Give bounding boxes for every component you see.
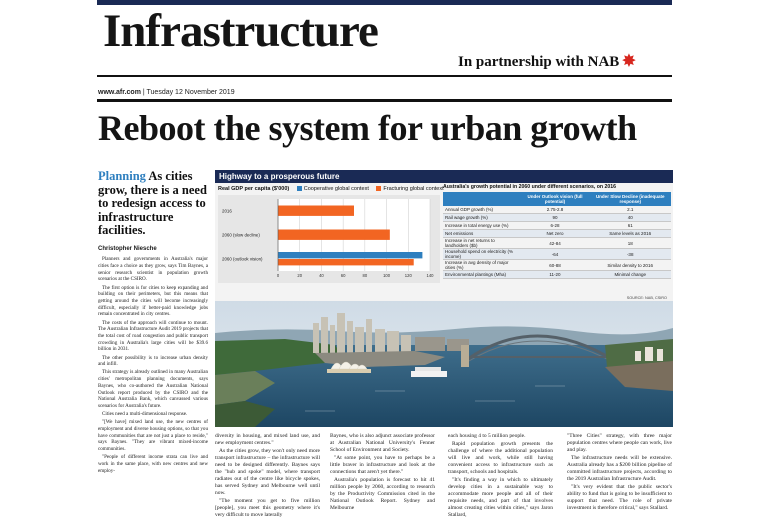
table-row: [443, 214, 671, 222]
lead-paragraph: The first option is for cities to keep expanding and building on their perimeters, but this means that getting around the cities will become increasingly difficult, especially if better-paid knowledge jobs remain concentrated in city centres.: [98, 284, 208, 318]
body-paragraph: "It's very evident that the public sector's ability to fund that is going to be insufficient to support that need. The role of private investment is therefore critical," says Stallard.: [567, 484, 672, 512]
body-column-1: [215, 433, 320, 520]
scenario-table: [443, 192, 671, 279]
body-paragraph: The infrastructure needs will be extensive. Australia already has a $200 billion pipeline of committed infrastructure projects, according to the 2019 Australian Infrastructure Audit.: [567, 455, 672, 482]
chart-title: Real GDP per capita ($'000): [218, 186, 290, 192]
body-paragraph: Baynes, who is also adjunct associate professor at Australian National University's Fenner School of Environment and Society.: [330, 433, 435, 453]
table-cell: 60-88: [521, 260, 590, 271]
x-tick-label: 40: [319, 273, 324, 278]
bar-fracturing: [278, 259, 414, 265]
body-column-3: [448, 433, 553, 520]
harbour-photo-svg: [215, 301, 673, 427]
table-cell: -38: [589, 249, 671, 260]
masthead-title: Infrastructure: [103, 5, 378, 57]
table-cell: Increase in avg density of major cities (%): [443, 260, 521, 271]
table-header-cell: Under Outlook vision (full potential): [521, 192, 590, 206]
bar-cooperative: [278, 252, 422, 258]
bar-fracturing: [278, 206, 354, 216]
byline: Christopher Niesche: [98, 245, 157, 252]
headline-rule: [97, 99, 672, 102]
bar-fracturing: [278, 230, 390, 240]
table-cell: 2.1: [589, 206, 671, 214]
table-header-cell: Under Slow Decline (inadequate response): [589, 192, 671, 206]
x-tick-label: 60: [340, 273, 346, 278]
table-cell: Environmental plantings (Mha): [443, 271, 521, 279]
table-cell: 61: [589, 222, 671, 230]
nab-star-icon: ✸: [622, 53, 636, 70]
legend-label: Cooperative global context: [303, 186, 369, 192]
table-cell: Household spend on electricity (% income): [443, 249, 521, 260]
body-paragraph: Australia's population is forecast to hit 41 million people by 2060, according to research by the Productivity Commission cited in the National Outlook Report. Sydney and Melbourne: [330, 477, 435, 512]
table-cell: Rail wage growth (%): [443, 214, 521, 222]
table-cell: Annual GDP growth (%): [443, 206, 521, 214]
table-header-row: [443, 192, 671, 206]
source-note: SOURCE: NAB, CSIRO: [626, 296, 667, 300]
x-tick-label: 140: [426, 273, 434, 278]
x-tick-label: 100: [383, 273, 391, 278]
x-tick-label: 120: [404, 273, 412, 278]
legend-swatch-orange: [376, 186, 381, 191]
table-cell: 90: [521, 214, 590, 222]
lead-paragraph: "[We have] mixed land use, the new centres of employment and diverse housing options, so that you have communities that are not just a place to reside," says Baynes. "They are vibrant mixed-income communities.: [98, 419, 208, 453]
table-cell: Increase in net returns to landholders ($b): [443, 238, 521, 249]
table-cell: 42-84: [521, 238, 590, 249]
dateline: www.afr.com | Tuesday 12 November 2019: [98, 89, 235, 96]
scenario-table-title: Australia's growth potential in 2060 under different scenarios, on 2016: [443, 184, 617, 190]
lead-paragraph: Cities need a multi-dimensional response.: [102, 411, 188, 418]
lead-column: [98, 170, 208, 476]
bar-chart-title: [218, 186, 444, 192]
table-cell: 18: [589, 238, 671, 249]
scenario-table-block: [443, 184, 671, 279]
kicker: Planning: [98, 169, 146, 183]
table-row: [443, 260, 671, 271]
infographic-header: Highway to a prosperous future: [215, 170, 673, 183]
table-row: [443, 206, 671, 214]
table-cell: 40: [589, 214, 671, 222]
masthead-rule: [97, 75, 672, 77]
table-cell: -64: [521, 249, 590, 260]
x-tick-label: 20: [297, 273, 303, 278]
x-tick-label: 0: [276, 273, 280, 278]
sydney-harbour-photo: [215, 301, 673, 427]
table-row: [443, 230, 671, 238]
table-row: [443, 222, 671, 230]
lead-paragraph: The costs of the approach will continue to mount. The Australian Infrastructure Audit 2019 projects that the total cost of road congestion and public transport crowding in Australia's large cities will be $39.6 billion in 2031.: [98, 319, 208, 353]
standfirst: [98, 170, 208, 238]
table-cell: Increase in total energy use (%): [443, 222, 521, 230]
table-header-cell: [443, 192, 521, 206]
legend-swatch-blue: [297, 186, 302, 191]
bar-chart: [218, 195, 440, 283]
body-paragraph: "Three Cities" strategy, with three major population centres where people can work, live and play.: [567, 433, 672, 453]
x-tick-label: 80: [362, 273, 368, 278]
site-url[interactable]: www.afr.com: [98, 89, 141, 96]
lead-paragraph: "People of different income strata can live and work in the same place, with new centres and new employ-: [98, 454, 208, 474]
legend-label: Fracturing global context: [383, 186, 444, 192]
article-headline: Reboot the system for urban growth: [98, 108, 637, 148]
table-cell: Net zero: [521, 230, 590, 238]
lead-paragraph: This strategy is already outlined in many Australian cities' metropolitan planning documents, says Baynes, who co-authored the Australian National Outlook report produced by the CSIRO and the National Australia Bank, which canvassed various scenarios for Australia's future.: [98, 369, 208, 409]
table-row: [443, 249, 671, 260]
category-label: 2016: [222, 208, 232, 214]
lead-paragraphs: [98, 256, 208, 474]
body-paragraph: Rapid population growth presents the challenge of where the additional population will live and work, while still having convenient access to infrastructure such as transport, schools and hospitals.: [448, 441, 553, 476]
lead-paragraph: Planners and governments in Australia's major cities face a choice as they grow, says Tim Baynes, a senior research scientist in population growth scenarios at the CSIRO.: [98, 256, 208, 283]
standfirst-text: As cities grow, there is a need to redesign access to infrastructure facilities.: [98, 169, 207, 237]
table-cell: Net emissions: [443, 230, 521, 238]
infographic: [215, 170, 673, 427]
lead-paragraph: The other possibility is to increase urban density and infill.: [98, 354, 208, 368]
body-paragraph: each housing 4 to 5 million people.: [448, 433, 526, 439]
body-paragraph: "At some point, you have to perhaps be a little braver in infrastructure and look at the connections that aren't yet there.": [330, 455, 435, 476]
body-paragraph: diversity in housing, and mixed land use, and new employment centres.": [215, 433, 320, 446]
table-cell: 2.75-2.8: [521, 206, 590, 214]
body-paragraph: As the cities grow, they won't only need more transport infrastructure – the infrastructure will need to be designed differently. Baynes says the "hub and spoke" model, where transport radiates out of the centre like bicycle spokes, has served Sydney and Melbourne well until now.: [215, 448, 320, 496]
body-column-4: [567, 433, 672, 513]
category-label: 2060 (slow decline): [222, 232, 260, 238]
category-label: 2060 (outlook vision): [222, 256, 263, 262]
partnership-text: In partnership with NAB: [458, 54, 620, 70]
issue-date: Tuesday 12 November 2019: [146, 89, 235, 96]
table-row: [443, 271, 671, 279]
table-row: [443, 238, 671, 249]
table-cell: 6-28: [521, 222, 590, 230]
legend-fracturing: [376, 186, 443, 192]
body-paragraph: "The moment you get to five million [people], you meet this geometry where it's very difficult to move laterally: [215, 498, 320, 518]
table-cell: 11-20: [521, 271, 590, 279]
body-column-2: [330, 433, 435, 513]
body-paragraph: "It's finding a way in which to ultimately develop cities in a sustainable way to accommodate more people and all of their requisite needs, and part of that involves almost creating cities within cities," says Jaron Stallard,: [448, 477, 553, 518]
partnership-line: [458, 51, 636, 71]
legend-cooperative: [297, 186, 369, 192]
gdp-chart-svg: [218, 195, 440, 283]
table-cell: Similar density to 2016: [589, 260, 671, 271]
table-cell: Minimal change: [589, 271, 671, 279]
table-cell: Same levels as 2016: [589, 230, 671, 238]
